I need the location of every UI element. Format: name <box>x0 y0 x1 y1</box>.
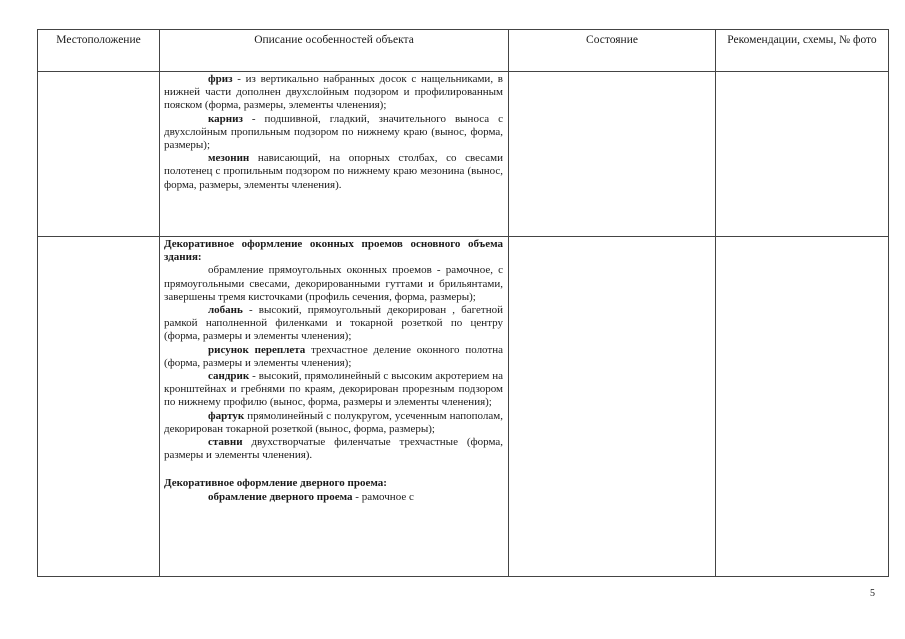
stavni-paragraph <box>164 436 503 462</box>
loban-paragraph <box>164 304 503 344</box>
fartuk-text: прямолинейный с полукругом, усеченным напополам, декорирован токарной розеткой (вынос, форма, размеры); <box>164 409 503 435</box>
karniz-paragraph <box>164 113 503 153</box>
header-recommendations: Рекомендации, схемы, № фото <box>716 30 889 72</box>
sandrik-term: сандрик <box>208 370 250 383</box>
karniz-text: - подшивной, гладкий, значительного выноса с двухслойным пропильным подзором по нижнему краю (вынос, форма, размеры); <box>164 112 503 152</box>
loban-term: лобань <box>208 304 243 317</box>
description-cell <box>160 72 509 237</box>
friz-text: - из вертикально набранных досок с нащельниками, в нижней части дополнен двухслойным подзором и профилированным пояском (форма, размеры, элементы членения); <box>164 73 503 112</box>
condition-cell <box>509 72 716 237</box>
header-condition: Состояние <box>509 30 716 72</box>
mezonin-term: мезонин <box>208 152 250 165</box>
recommendations-cell <box>716 237 889 577</box>
location-cell <box>38 237 160 577</box>
door-term: обрамление дверного проема <box>208 490 353 503</box>
header-row <box>38 30 889 72</box>
windows-heading: Декоративное оформление оконных проемов основного объема здания: <box>164 238 503 264</box>
door-paragraph <box>164 491 503 504</box>
pereplet-paragraph <box>164 344 503 370</box>
friz-paragraph <box>164 73 503 113</box>
description-cell <box>160 237 509 577</box>
fartuk-paragraph <box>164 410 503 436</box>
karniz-term: карниз <box>208 112 243 125</box>
description-table <box>37 29 889 577</box>
mezonin-text: нависающий, на опорных столбах, со свесами полотенец с пропильным подзором по нижнему краю мезонина (вынос, форма, размеры, элементы членения). <box>164 152 503 191</box>
stavni-text: двухстворчатые филенчатые трехчастные (форма, размеры и элементы членения). <box>164 436 503 462</box>
page-number: 5 <box>870 588 875 599</box>
recommendations-cell <box>716 72 889 237</box>
location-cell <box>38 72 160 237</box>
header-location: Местоположение <box>38 30 160 72</box>
condition-cell <box>509 237 716 577</box>
door-heading: Декоративное оформление дверного проема: <box>164 477 387 490</box>
obramlenie-paragraph: обрамление прямоугольных оконных проемов - рамочное, с прямоугольными свесами, декорированными гуттами и брильянтами, завершены тремя кисточками (профиль сечения, форма, размеры); <box>164 264 503 303</box>
fartuk-term: фартук <box>208 409 245 422</box>
loban-text: - высокий, прямоугольный декорирован , багетной рамкой наполненной филенками и токарной розеткой по центру (форма, размеры и элементы членения); <box>164 304 503 343</box>
paragraph-gap <box>164 462 503 477</box>
sandrik-text: - высокий, прямолинейный с высоким акротерием на кронштейнах и гребнями по краям, декорирован прорезным подзором по нижнему профилю (вынос, форма, размеры и элементы членения); <box>164 370 503 409</box>
friz-term: фриз <box>208 73 233 85</box>
mezonin-paragraph <box>164 152 503 192</box>
table-row <box>38 237 889 577</box>
door-text: - рамочное с <box>352 490 414 503</box>
pereplet-term: рисунок переплета <box>208 343 306 356</box>
pereplet-text: трехчастное деление оконного полотна (форма, размеры и элементы членения); <box>164 343 503 369</box>
table-row <box>38 72 889 237</box>
sandrik-paragraph <box>164 370 503 410</box>
stavni-term: ставни <box>208 436 243 449</box>
header-description: Описание особенностей объекта <box>160 30 509 72</box>
